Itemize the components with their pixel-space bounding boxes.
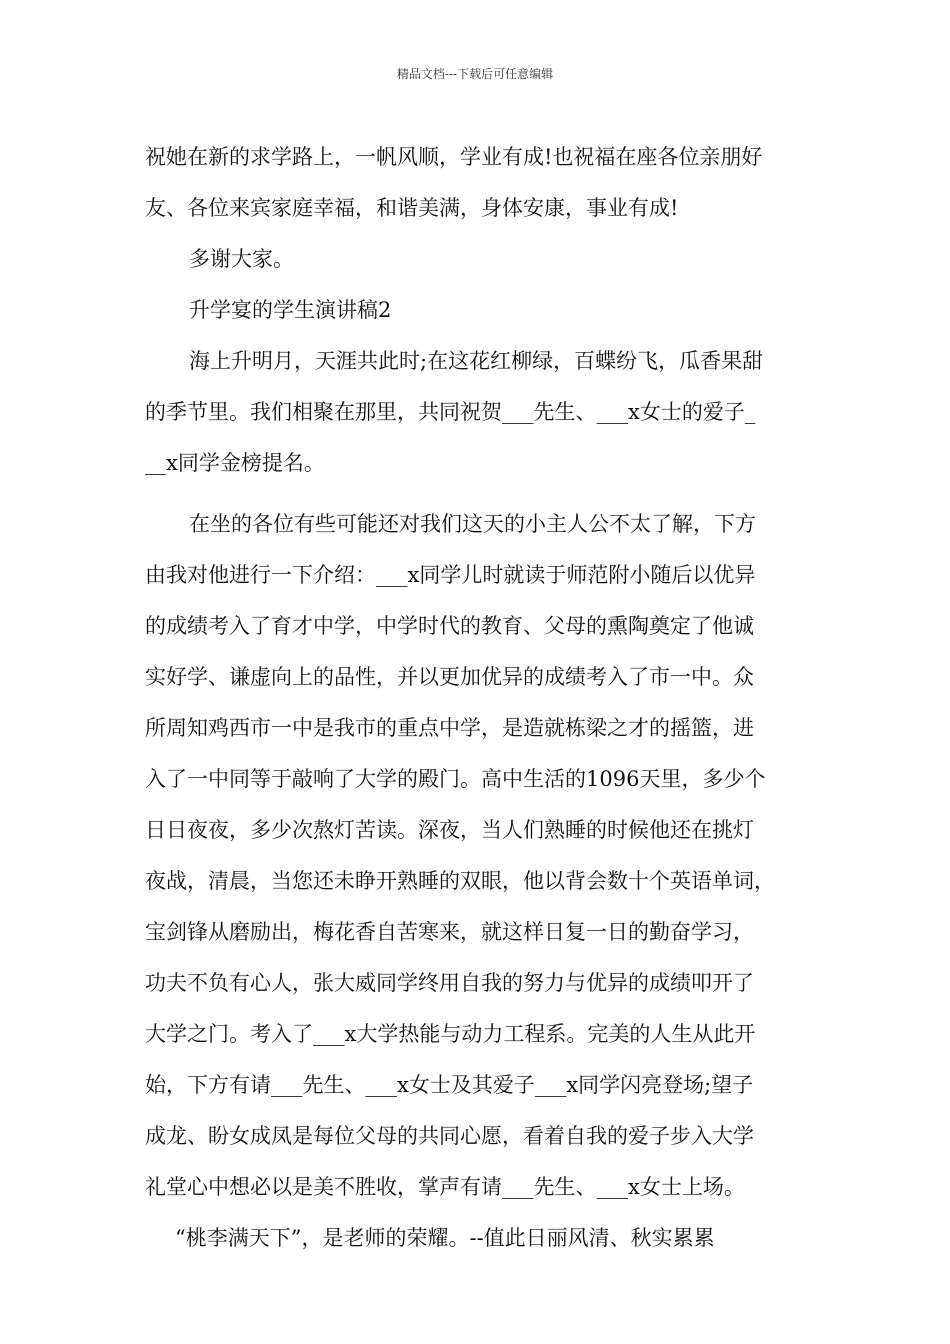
text-line: 所周知鸡西市一中是我市的重点中学，是造就栋梁之才的摇篮，进 (145, 716, 754, 740)
paragraph-gap (145, 489, 825, 499)
text-line: 由我对他进行一下介绍：___x同学儿时就读于师范附小随后以优异 (145, 563, 756, 587)
text-line: 日日夜夜，多少次熬灯苦读。深夜，当人们熟睡的时候他还在挑灯 (145, 818, 754, 842)
text-line: 的成绩考入了育才中学，中学时代的教育、父母的熏陶奠定了他诚 (145, 614, 754, 638)
paragraph (145, 336, 825, 489)
text-line: 宝剑锋从磨励出，梅花香自苦寒来，就这样日复一日的勤奋学习， (145, 920, 754, 944)
text-line: 祝她在新的求学路上，一帆风顺，学业有成!也祝福在座各位亲朋好 (145, 145, 763, 169)
text-line: 友、各位来宾家庭幸福，和谐美满，身体安康，事业有成! (145, 196, 679, 220)
text-line: “桃李满天下”，是老师的荣耀。--值此日丽风清、秋实累累 (175, 1226, 715, 1250)
text-line: 海上升明月，天涯共此时;在这花红柳绿，百蝶纷飞，瓜香果甜 (189, 349, 764, 373)
text-line: 始，下方有请___先生、___x女士及其爱子___x同学闪亮登场;望子 (145, 1073, 754, 1097)
text-line: 成龙、盼女成凤是每位父母的共同心愿，看着自我的爱子步入大学 (145, 1124, 754, 1148)
paragraph (145, 234, 825, 285)
text-line: 多谢大家。 (189, 247, 294, 271)
section-title (145, 285, 825, 336)
paragraph (145, 499, 825, 1213)
page-header: 精品文档---下载后可任意编辑 (396, 67, 554, 81)
text-line: __x同学金榜提名。 (145, 451, 325, 475)
paragraph (145, 1213, 825, 1264)
document-body (145, 132, 825, 1264)
text-line: 夜战，清晨，当您还未睁开熟睡的双眼，他以背会数十个英语单词， (145, 869, 775, 893)
text-line: 礼堂心中想必以是美不胜收，掌声有请___先生、___x女士上场。 (145, 1175, 745, 1199)
text-line: 在坐的各位有些可能还对我们这天的小主人公不太了解，下方 (189, 512, 756, 536)
text-line: 功夫不负有心人，张大威同学终用自我的努力与优异的成绩叩开了 (145, 971, 754, 995)
text-line: 大学之门。考入了___x大学热能与动力工程系。完美的人生从此开 (145, 1022, 756, 1046)
text-line: 的季节里。我们相聚在那里，共同祝贺___先生、___x女士的爱子_ (145, 400, 756, 424)
text-line: 入了一中同等于敲响了大学的殿门。高中生活的1096天里，多少个 (145, 767, 766, 791)
text-line: 实好学、谦虚向上的品性，并以更加优异的成绩考入了市一中。众 (145, 665, 754, 689)
paragraph (145, 132, 825, 234)
text-line: 升学宴的学生演讲稿2 (189, 298, 392, 322)
